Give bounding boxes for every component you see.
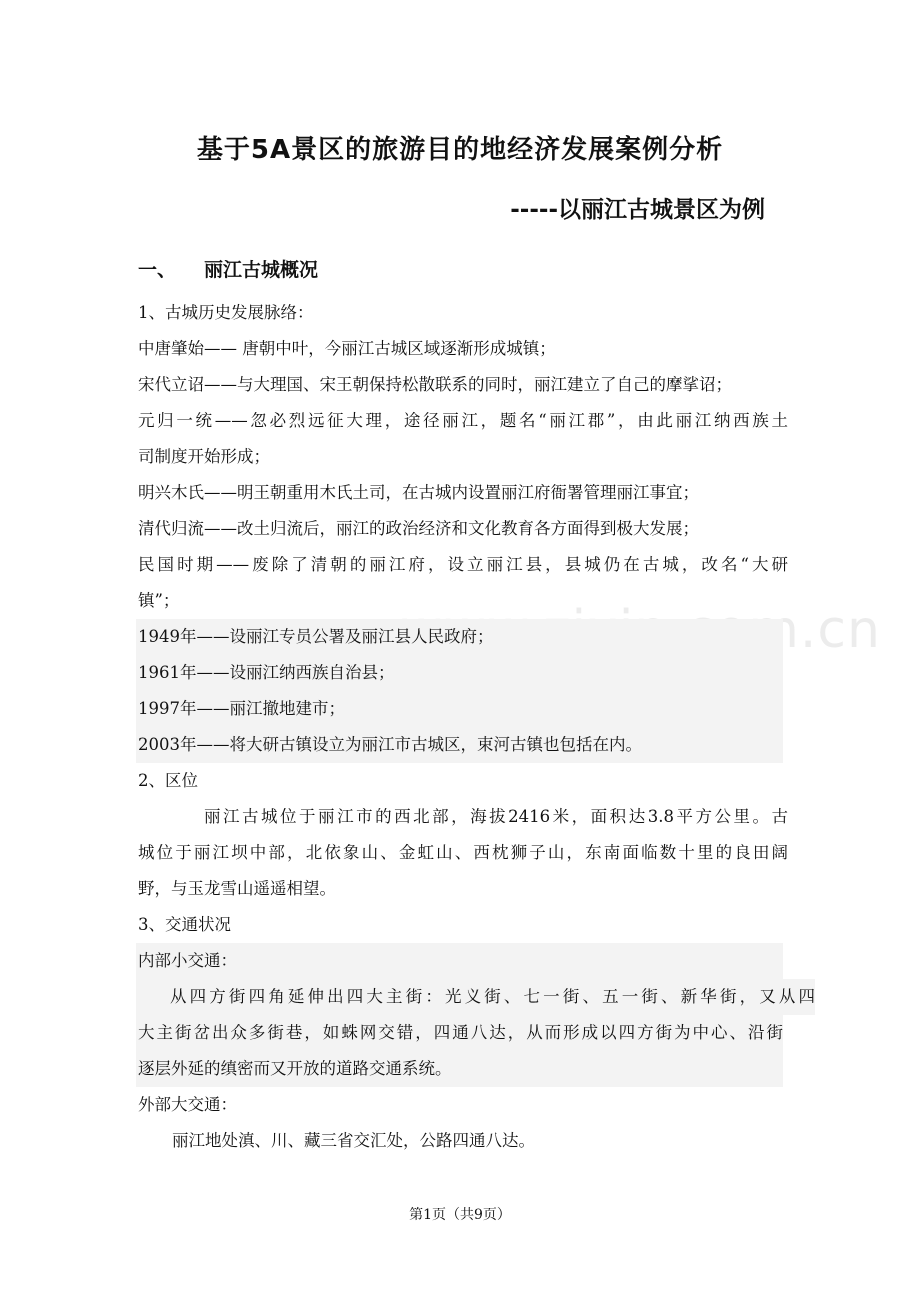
history-line: 镇”； <box>138 591 180 610</box>
history-line: 清代归流——改土归流后，丽江的政治经济和文化教育各方面得到极大发展； <box>138 519 699 538</box>
page-footer: 第1页（共9页） <box>409 1207 511 1223</box>
section-title: 丽江古城概况 <box>204 259 319 281</box>
history-line: 1961年——设丽江纳西族自治县； <box>136 655 783 691</box>
document-body <box>138 295 815 1159</box>
subsection-heading-location: 2、区位 <box>138 771 198 790</box>
internal-transport-label: 内部小交通： <box>136 943 783 979</box>
history-line: 民国时期——废除了清朝的丽江府，设立丽江县，县城仍在古城，改名“大研 <box>138 555 788 574</box>
external-transport-line: 丽江地处滇、川、藏三省交汇处，公路四通八达。 <box>172 1131 535 1150</box>
internal-transport-line: 大主街岔出众多街巷，如蛛网交错，四通八达，从而形成以四方街为中心、沿街 <box>136 1015 783 1051</box>
internal-transport-line: 逐层外延的缜密而又开放的道路交通系统。 <box>136 1051 783 1087</box>
history-line: 元归一统——忽必烈远征大理，途径丽江，题名“丽江郡”，由此丽江纳西族土 <box>138 411 788 430</box>
section-heading <box>138 250 318 290</box>
section-number: 一、 <box>138 259 177 281</box>
document-subtitle: -----以丽江古城景区为例 <box>510 197 765 223</box>
history-line: 中唐肇始—— 唐朝中叶，今丽江古城区域逐渐形成城镇； <box>138 339 556 358</box>
history-line: 宋代立诏——与大理国、宋王朝保持松散联系的同时，丽江建立了自己的摩挲诏； <box>138 375 732 394</box>
history-line: 司制度开始形成； <box>138 447 270 466</box>
external-transport-label: 外部大交通： <box>138 1095 237 1114</box>
history-line: 明兴木氏——明王朝重用木氏土司，在古城内设置丽江府衙署管理丽江事宜； <box>138 483 699 502</box>
document-title: 基于5A景区的旅游目的地经济发展案例分析 <box>196 135 724 165</box>
subsection-heading-history: 1、古城历史发展脉络： <box>138 303 314 322</box>
location-paragraph-line: 丽江古城位于丽江市的西北部，海拔2416米，面积达3.8平方公里。古 <box>204 807 788 826</box>
history-line: 1997年——丽江撤地建市； <box>136 691 783 727</box>
history-line: 1949年——设丽江专员公署及丽江县人民政府； <box>136 619 783 655</box>
location-paragraph-line: 城位于丽江坝中部，北依象山、金虹山、西枕狮子山，东南面临数十里的良田阔 <box>138 843 788 862</box>
history-line: 2003年——将大研古镇设立为丽江市古城区，束河古镇也包括在内。 <box>136 727 783 763</box>
subsection-heading-transport: 3、交通状况 <box>138 915 231 934</box>
internal-transport-line: 从四方街四角延伸出四大主街：光义街、七一街、五一街、新华街，又从四 <box>136 979 815 1015</box>
location-paragraph-line: 野，与玉龙雪山遥遥相望。 <box>138 879 336 898</box>
